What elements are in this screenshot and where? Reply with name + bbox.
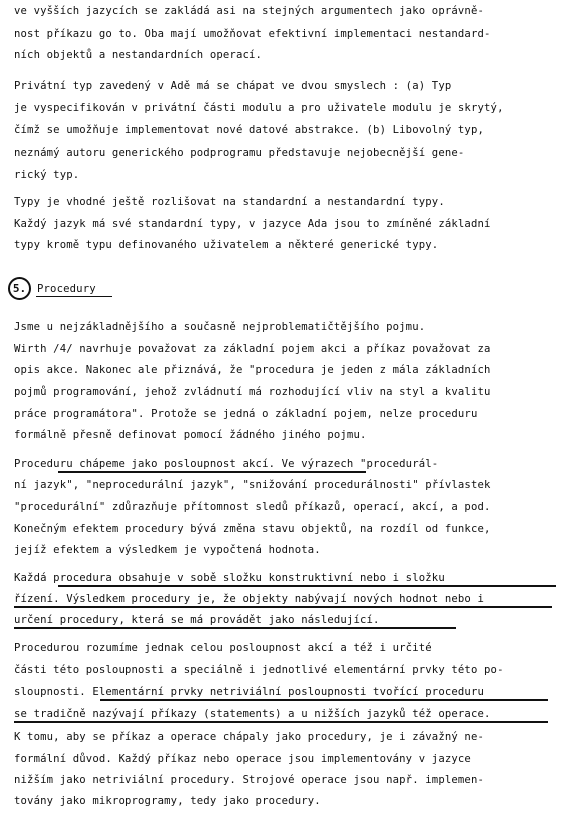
text-line: práce programátora". Protože se jedná o základní pojem, nelze proceduru [14, 408, 478, 420]
handwritten-underline [100, 699, 548, 701]
text-line: sloupnosti. Elementární prvky netriviální posloupnosti tvořící proceduru [14, 686, 485, 698]
text-line: formálně přesně definovat pomocí žádného jiného pojmu. [14, 429, 367, 441]
text-line: rický typ. [14, 169, 80, 181]
text-line: Konečným efektem procedury bývá změna stavu objektů, na rozdíl od funkce, [14, 523, 491, 535]
handwritten-underline [58, 585, 556, 587]
section-title: Procedury [37, 283, 96, 295]
text-line: formální důvod. Každý příkaz nebo operace jsou implementovány v jazyce [14, 753, 471, 765]
text-line: jejíž efektem a výsledkem je vypočtená hodnota. [14, 544, 321, 556]
handwritten-underline [14, 606, 552, 608]
text-line: ve vyšších jazycích se zakládá asi na stejných argumentech jako oprávně- [14, 5, 485, 17]
text-line: Každá procedura obsahuje v sobě složku konstruktivní nebo i složku [14, 572, 445, 584]
text-line: čímž se umožňuje implementovat nové datové abstrakce. (b) Libovolný typ, [14, 124, 485, 136]
text-line: řízení. Výsledkem procedury je, že objekty nabývají nových hodnot nebo i [14, 593, 485, 605]
handwritten-underline [58, 471, 366, 473]
text-line: neznámý autoru generického podprogramu představuje nejobecnější gene- [14, 147, 465, 159]
text-line: se tradičně nazývají příkazy (statements) a u nižších jazyků též operace. [14, 708, 491, 720]
text-line: továny jako mikroprogramy, tedy jako procedury. [14, 795, 321, 807]
text-line: části této posloupnosti a speciálně i jednotlivé elementární prvky této po- [14, 664, 504, 676]
text-line: Proceduru chápeme jako posloupnost akcí. Ve výrazech "procedurál- [14, 458, 439, 470]
text-line: ních objektů a nestandardních operací. [14, 49, 263, 61]
handwritten-underline [14, 721, 548, 723]
text-line: opis akce. Nakonec ale přiznává, že "procedura je jeden z mála základních [14, 364, 491, 376]
text-line: Wirth /4/ navrhuje považovat za základní pojem akci a příkaz považovat za [14, 343, 491, 355]
text-line: pojmů programování, jehož zvládnutí má rozhodující vliv na styl a kvalitu [14, 386, 491, 398]
section-number-circle: 5. [8, 277, 31, 300]
text-line: určení procedury, která se má provádět jako následující. [14, 614, 380, 626]
text-line: Procedurou rozumíme jednak celou posloupnost akcí a též i určité [14, 642, 432, 654]
text-line: K tomu, aby se příkaz a operace chápaly jako procedury, je i závažný ne- [14, 731, 485, 743]
handwritten-underline [14, 627, 456, 629]
text-line: Typy je vhodné ještě rozlišovat na standardní a nestandardní typy. [14, 196, 445, 208]
text-line: nost příkazu go to. Oba mají umožňovat efektivní implementaci nestandard- [14, 28, 491, 40]
text-line: Jsme u nejzákladnějšího a současně nejproblematičtějšího pojmu. [14, 321, 426, 333]
text-line: je vyspecifikován v privátní části modulu a pro uživatele modulu je skrytý, [14, 102, 504, 114]
text-line: Každý jazyk má své standardní typy, v jazyce Ada jsou to zmíněné základní [14, 218, 491, 230]
section-title-underline [36, 296, 112, 297]
text-line: ní jazyk", "neprocedurální jazyk", "snižování procedurálnosti" přívlastek [14, 479, 491, 491]
text-line: typy kromě typu definovaného uživatelem a některé generické typy. [14, 239, 439, 251]
text-line: Privátní typ zavedený v Adě má se chápat ve dvou smyslech : (a) Typ [14, 80, 452, 92]
text-line: nižším jako netriviální procedury. Strojové operace jsou např. implemen- [14, 774, 485, 786]
text-line: "procedurální" zdůrazňuje přítomnost sledů příkazů, operací, akcí, a pod. [14, 501, 491, 513]
